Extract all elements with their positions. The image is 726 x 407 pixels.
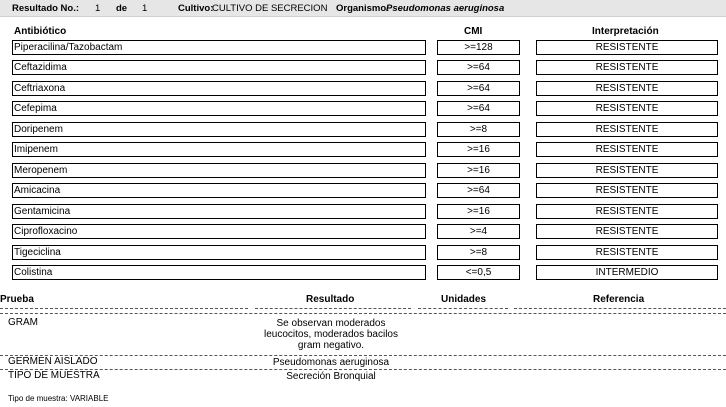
test-name: GERMEN AISLADO	[8, 356, 98, 367]
antibiotic-cell: Tigeciclina	[12, 245, 426, 260]
reference-column-header: Referencia	[593, 294, 645, 305]
test-result	[241, 318, 421, 351]
header-divider	[0, 308, 248, 309]
interpretation-cell: RESISTENTE	[536, 204, 718, 219]
row-divider	[0, 313, 726, 314]
susceptibility-row	[0, 163, 726, 179]
interpretation-cell: RESISTENTE	[536, 40, 718, 55]
antibiotic-cell: Doripenem	[12, 122, 426, 137]
susceptibility-row	[0, 224, 726, 240]
susceptibility-row	[0, 204, 726, 220]
culture-value: CULTIVO DE SECRECION	[212, 3, 328, 14]
row-divider	[0, 355, 726, 356]
test-name: TIPO DE MUESTRA	[8, 370, 100, 381]
susceptibility-row	[0, 183, 726, 199]
test-result-line: gram negativo.	[297, 340, 365, 351]
test-result-line: Se observan moderados	[276, 318, 386, 329]
cmi-cell: >=16	[437, 163, 520, 178]
test-name: GRAM	[8, 317, 38, 328]
interpretation-cell: INTERMEDIO	[536, 265, 718, 280]
susceptibility-row	[0, 40, 726, 56]
susceptibility-row	[0, 122, 726, 138]
interpretation-cell: RESISTENTE	[536, 224, 718, 239]
header-divider	[255, 308, 411, 309]
cmi-cell: >=64	[437, 101, 520, 116]
header-divider	[514, 308, 726, 309]
antibiotic-column-header: Antibiótico	[14, 26, 67, 37]
antibiotic-cell: Ceftazidima	[12, 60, 426, 75]
result-number-value: 1	[95, 3, 101, 14]
result-of-label: de	[116, 3, 128, 14]
cmi-cell: >=16	[437, 142, 520, 157]
susceptibility-row	[0, 265, 726, 281]
antibiotic-cell: Amicacina	[12, 183, 426, 198]
interpretation-cell: RESISTENTE	[536, 101, 718, 116]
antibiotic-cell: Cefepima	[12, 101, 426, 116]
cmi-cell: >=64	[437, 60, 520, 75]
cmi-cell: >=64	[437, 183, 520, 198]
row-divider	[0, 369, 726, 370]
result-column-header: Resultado	[306, 294, 355, 305]
antibiotic-cell: Ceftriaxona	[12, 81, 426, 96]
test-result	[241, 371, 421, 382]
susceptibility-row	[0, 101, 726, 117]
interpretation-column-header: Interpretación	[592, 26, 659, 37]
culture-header-bar	[0, 0, 726, 17]
organism-label: Organismo:	[336, 3, 390, 14]
cmi-cell: <=0,5	[437, 265, 520, 280]
culture-label: Cultivo:	[178, 3, 214, 14]
antibiotic-cell: Ciprofloxacino	[12, 224, 426, 239]
sample-type-footnote: Tipo de muestra: VARIABLE	[8, 394, 109, 403]
result-total-value: 1	[142, 3, 148, 14]
test-result-line: leucocitos, moderados bacilos	[264, 329, 398, 340]
interpretation-cell: RESISTENTE	[536, 122, 718, 137]
units-column-header: Unidades	[441, 294, 487, 305]
antibiotic-cell: Gentamicina	[12, 204, 426, 219]
cmi-cell: >=16	[437, 204, 520, 219]
susceptibility-row	[0, 142, 726, 158]
cmi-cell: >=8	[437, 122, 520, 137]
interpretation-cell: RESISTENTE	[536, 142, 718, 157]
interpretation-cell: RESISTENTE	[536, 60, 718, 75]
cmi-column-header: CMI	[464, 26, 483, 37]
test-result-line: Secreción Bronquial	[286, 371, 376, 382]
interpretation-cell: RESISTENTE	[536, 81, 718, 96]
test-column-header: Prueba	[0, 294, 34, 305]
cmi-cell: >=8	[437, 245, 520, 260]
cmi-cell: >=64	[437, 81, 520, 96]
header-divider	[418, 308, 508, 309]
susceptibility-row	[0, 60, 726, 76]
cmi-cell: >=128	[437, 40, 520, 55]
susceptibility-row	[0, 81, 726, 97]
test-result	[241, 357, 421, 368]
interpretation-cell: RESISTENTE	[536, 163, 718, 178]
organism-value: Pseudomonas aeruginosa	[386, 3, 505, 14]
antibiotic-cell: Imipenem	[12, 142, 426, 157]
interpretation-cell: RESISTENTE	[536, 245, 718, 260]
cmi-cell: >=4	[437, 224, 520, 239]
susceptibility-row	[0, 245, 726, 261]
antibiotic-cell: Meropenem	[12, 163, 426, 178]
result-number-label: Resultado No.:	[12, 3, 80, 14]
test-result-line: Pseudomonas aeruginosa	[272, 357, 390, 368]
interpretation-cell: RESISTENTE	[536, 183, 718, 198]
antibiotic-cell: Piperacilina/Tazobactam	[12, 40, 426, 55]
antibiotic-cell: Colistina	[12, 265, 426, 280]
